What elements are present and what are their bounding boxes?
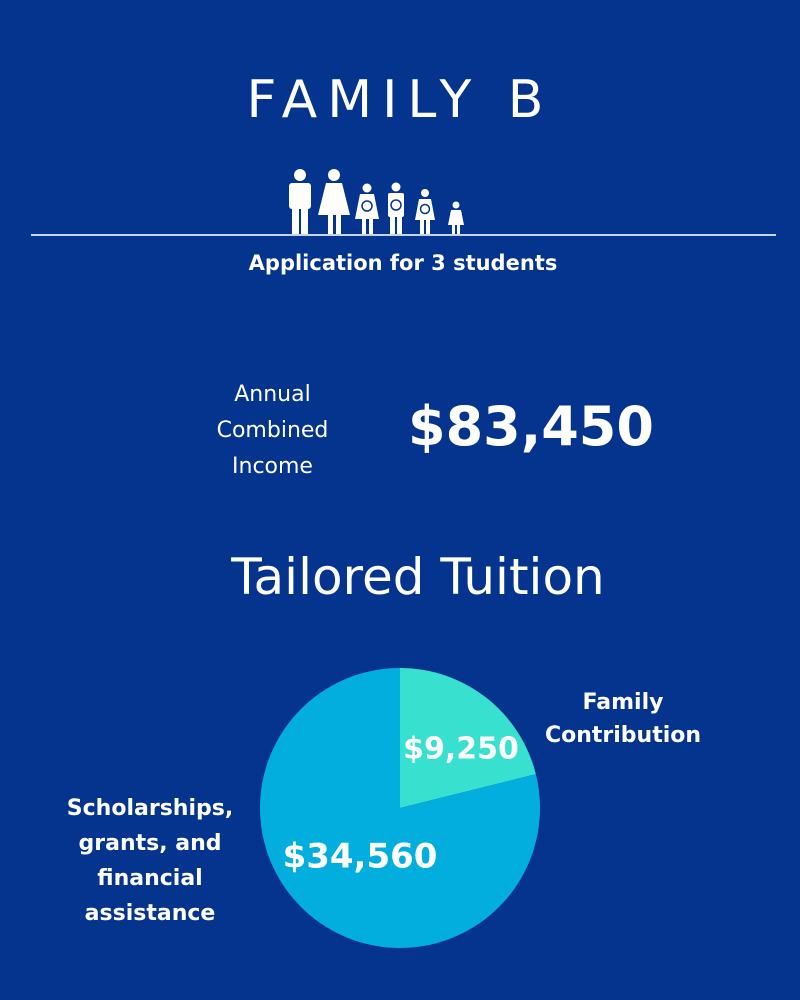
income-value: $83,450 (408, 395, 654, 458)
boy-student-icon (388, 183, 404, 235)
income-label (190, 377, 355, 485)
legend-family-contribution (538, 686, 708, 752)
application-subtitle: Application for 3 students (248, 251, 558, 275)
girl-student-icon (355, 184, 379, 235)
child-icon (448, 202, 464, 235)
page-title: FAMILY B (246, 70, 554, 130)
woman-icon (318, 169, 350, 234)
family-icons (280, 165, 480, 237)
section-title: Tailored Tuition (231, 548, 605, 606)
legend-line: Family (582, 690, 664, 715)
pie-label-family-contribution: $9,250 (403, 731, 519, 767)
legend-line: financial (97, 866, 203, 891)
legend-line: assistance (84, 901, 216, 926)
pie-label-scholarships: $34,560 (282, 836, 438, 877)
income-label-line: Annual (234, 382, 311, 407)
income-label-line: Combined (216, 418, 329, 443)
girl-student-icon (415, 189, 435, 234)
legend-line: Scholarships, (66, 796, 234, 821)
ground-line (31, 234, 776, 236)
legend-scholarships (50, 791, 250, 931)
man-icon (289, 169, 311, 234)
income-label-line: Income (232, 454, 313, 479)
legend-line: grants, and (78, 831, 222, 856)
legend-line: Contribution (544, 723, 702, 748)
